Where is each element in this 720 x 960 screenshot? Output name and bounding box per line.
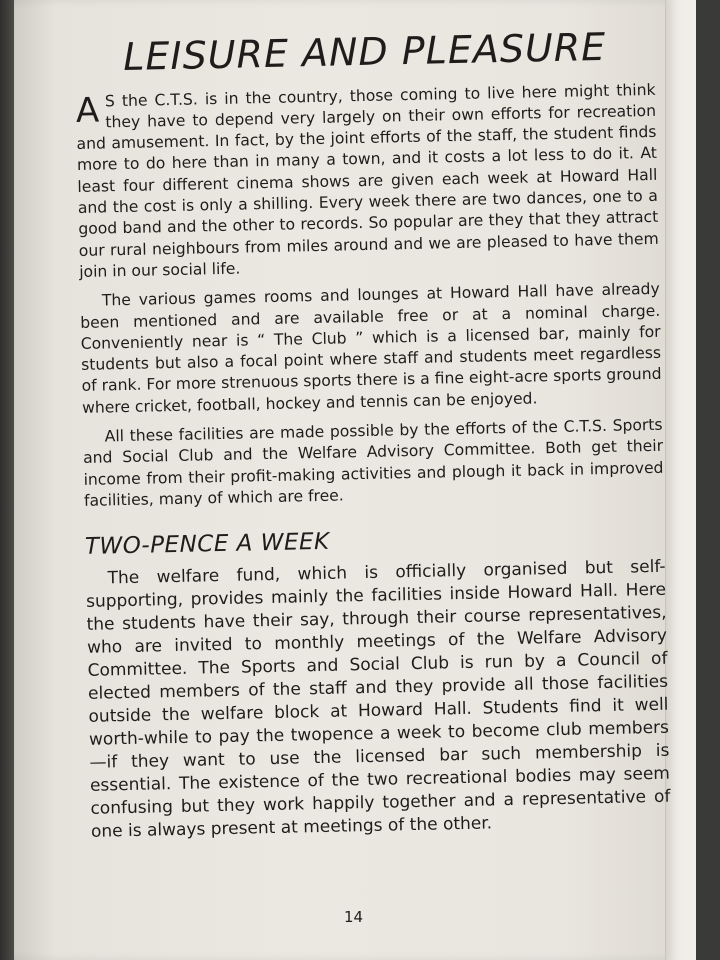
subsection-heading: TWO-PENCE A WEEK: [84, 528, 330, 561]
paragraph-facilities: All these facilities are made possible by the efforts of the C.T.S. Sports and Social Club and the Welfare Advisory Committee. Both get their income from their profit-making activities and plough it back in improved facilities, many of which are free.: [82, 415, 664, 510]
paragraph-welfare-fund: The welfare fund, which is officially organised but self-supporting, provides mainly the facilities inside Howard Hall. Here the students have their say, through their course representatives, who are invited to monthly meetings of the Welfare Advisory Committee. The Sports and Social Club is run by a Council of elected members of the staff and they provide all those facilities outside the welfare block at Howard Hall. Students find it well worth-while to pay the twopence a week to become club members—if they want to use the licensed bar such membership is essential. The existence of the two recreational bodies may seem confusing but they work happily together and a representative of one is always present at meetings of the other.: [85, 556, 671, 843]
paragraph-games-rooms: The various games rooms and lounges at Howard Hall have already been mentioned and are available free or at a nominal charge. Conveniently near is “ The Club ” which is a licensed bar, mainly for students but also a focal point where staff and students meet regardless of rank. For more strenuous sports there is a fine eight-acre sports ground where cricket, football, hockey and tennis can be enjoyed.: [80, 280, 662, 417]
page-content: [74, 10, 671, 852]
drop-cap: A: [75, 90, 100, 131]
paragraph-intro-text: S the C.T.S. is in the country, those coming to live here might think they have to depend very largely on their own efforts for recreation and amusement. In fact, by the joint efforts of the staff, the student finds more to do here than in many a town, and it costs a lot less to do it. At least four different cinema shows are given each week at Howard Hall and the cost is only a shilling. Every week there are two dances, one to a good band and the other to records. So popular are they that they attract our rural neighbours from miles around and we are pleased to have them join in our social life.: [76, 80, 659, 281]
page-number: 14: [344, 908, 364, 926]
paragraph-intro: [75, 79, 659, 283]
section-heading: LEISURE AND PLEASURE: [122, 24, 607, 79]
